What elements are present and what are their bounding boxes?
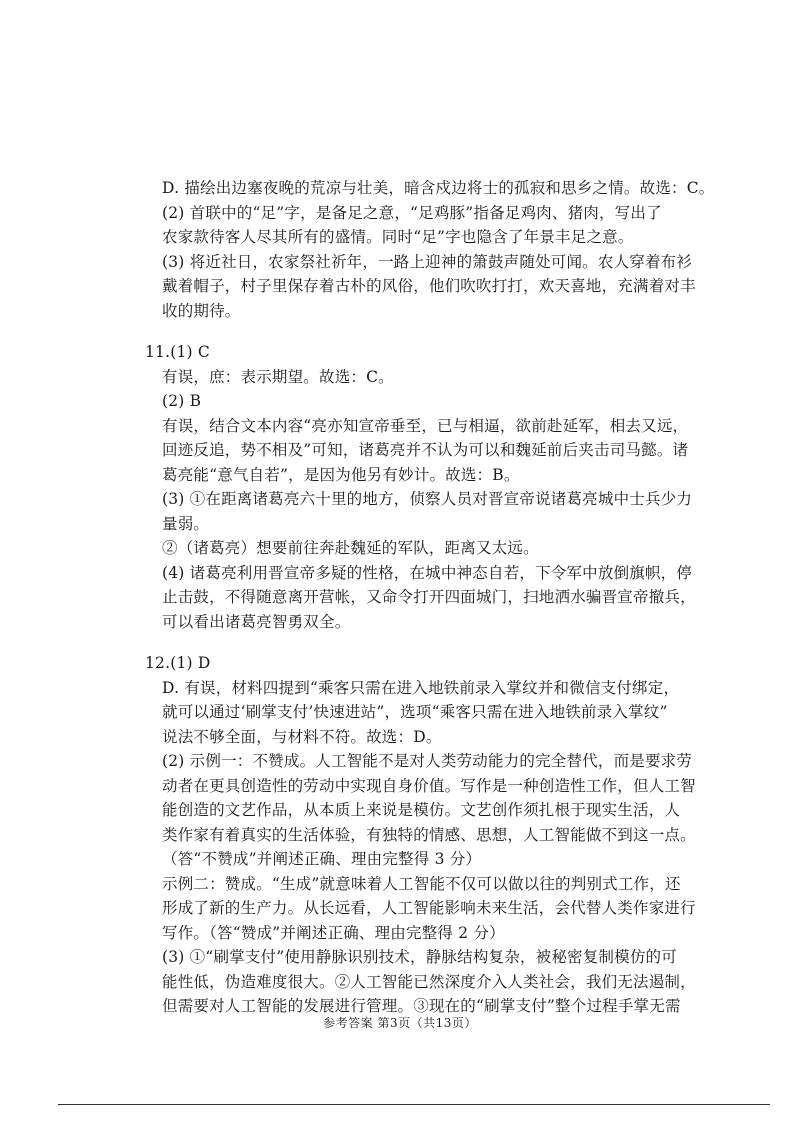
question-number: 11.(1) C bbox=[145, 343, 210, 361]
q11-answer bbox=[145, 340, 705, 634]
text-line: (2) B bbox=[162, 392, 202, 410]
text-line: 有误，庶：表示期望。故选：C。 bbox=[162, 367, 394, 386]
text-line: (3) ①在距离诸葛亮六十里的地方，侦察人员对晋宣帝说诸葛亮城中士兵少力 bbox=[162, 490, 693, 508]
text-line: 类作家有着真实的生活体验，有独特的情感、思想，人工智能做不到这一点。 bbox=[162, 825, 696, 844]
answer-content bbox=[145, 176, 715, 1019]
page-footer: 参考答案 第3页（共13页） bbox=[323, 1016, 477, 1030]
text-line: 形成了新的生产力。从长远看，人工智能影响未来生活，会代替人类作家进行 bbox=[162, 899, 696, 917]
text-line: 能创造的文艺作品，从本质上来说是模仿。文艺创作须扎根于现实生活，人 bbox=[162, 801, 681, 819]
text-line: (3) ①“刷掌支付”使用静脉识别技术，静脉结构复杂，被秘密复制模仿的可 bbox=[162, 948, 677, 966]
text-line: 写作。（答“赞成”并阐述正确、理由完整得 2 分） bbox=[162, 923, 505, 942]
text-line: 戴着帽子，村子里保存着古朴的风俗，他们吹吹打打，欢天喜地，充满着对丰 bbox=[162, 277, 696, 295]
text-line: (2) 首联中的“足”字，是备足之意，“足鸡豚”指备足鸡肉、猪肉，写出了 bbox=[162, 203, 662, 222]
text-line: 回迹反追，势不相及”可知，诸葛亮并不认为可以和魏延前后夹击司马懿。诸 bbox=[162, 441, 689, 459]
text-line: 说法不够全面，与材料不符。故选：D。 bbox=[162, 727, 442, 746]
text-line: 收的期待。 bbox=[162, 301, 241, 320]
text-line: 就可以通过‘刷掌支付’快速进站”，选项“乘客只需在进入地铁前录入掌纹” bbox=[162, 703, 668, 721]
text-line: ②（诸葛亮）想要前往奔赴魏延的军队，距离又太远。 bbox=[162, 539, 539, 557]
text-line: (4) 诸葛亮利用晋宣帝多疑的性格，在城中神态自若，下令军中放倒旗帜，停 bbox=[162, 563, 693, 582]
text-line: D. 描绘出边塞夜晚的荒凉与壮美，暗含戍边将士的孤寂和思乡之情。故选：C。 bbox=[162, 179, 715, 197]
question-number: 12.(1) D bbox=[145, 654, 211, 672]
text-line: 有误，结合文本内容“亮亦知宣帝垂至，已与相逼，欲前赴延军，相去又远， bbox=[162, 416, 689, 435]
text-line: D. 有误，材料四提到“乘客只需在进入地铁前录入掌纹并和微信支付绑定， bbox=[162, 678, 680, 697]
text-line: 量弱。 bbox=[162, 514, 210, 533]
text-line: 葛亮能“意气自若”，是因为他另有妙计。故选：B。 bbox=[162, 465, 520, 484]
text-line: (2) 示例一：不赞成。人工智能不是对人类劳动能力的完全替代，而是要求劳 bbox=[162, 752, 693, 770]
text-line: 可以看出诸葛亮智勇双全。 bbox=[162, 612, 351, 631]
text-line: 动者在更具创造性的劳动中实现自身价值。写作是一种创造性工作，但人工智 bbox=[162, 776, 696, 795]
text-line: 农家款待客人尽其所有的盛情。同时“足”字也隐含了年景丰足之意。 bbox=[162, 228, 634, 246]
text-line: （答“不赞成”并阐述正确、理由完整得 3 分） bbox=[162, 850, 482, 868]
text-line: 止击鼓，不得随意离开营帐，又命令打开四面城门，扫地洒水骗晋宣帝撤兵， bbox=[162, 588, 696, 606]
text-line: 能性低，伪造难度很大。②人工智能已然深度介入人类社会，我们无法遏制， bbox=[162, 972, 696, 991]
text-line: (3) 将近社日，农家祭社祈年，一路上迎神的箫鼓声随处可闻。农人穿着布衫 bbox=[162, 252, 693, 271]
text-line: 示例二：赞成。“生成”就意味着人工智能不仅可以做以往的判别式工作，还 bbox=[162, 874, 681, 893]
q10-continued bbox=[145, 176, 715, 323]
bottom-rule bbox=[58, 1104, 770, 1105]
text-line: 但需要对人工智能的发展进行管理。③现在的“刷掌支付”整个过程手掌无需 bbox=[162, 997, 681, 1015]
q12-answer bbox=[145, 651, 705, 1019]
